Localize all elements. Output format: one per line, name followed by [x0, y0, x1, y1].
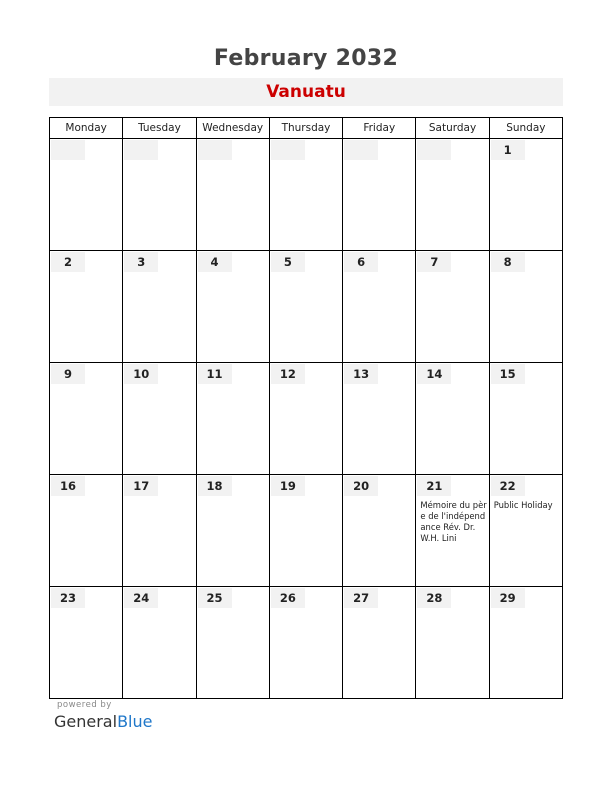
day-number: 15: [491, 364, 525, 384]
day-cell: [416, 475, 489, 587]
week-row: [50, 251, 563, 363]
day-cell: [50, 363, 123, 475]
day-cell: [416, 587, 489, 699]
day-cell: [489, 475, 562, 587]
day-number: 3: [124, 252, 158, 272]
weekday-saturday: Saturday: [416, 118, 489, 139]
day-number: 1: [491, 140, 525, 160]
powered-by-text: powered by: [57, 700, 112, 710]
day-cell: [196, 587, 269, 699]
weekday-wednesday: Wednesday: [196, 118, 269, 139]
day-cell: [123, 587, 196, 699]
day-number: 16: [51, 476, 85, 496]
day-cell: [123, 139, 196, 251]
day-number: 13: [344, 364, 378, 384]
day-number: 7: [417, 252, 451, 272]
weekday-sunday: Sunday: [489, 118, 562, 139]
day-cell: [196, 363, 269, 475]
week-row: [50, 475, 563, 587]
day-cell: [196, 475, 269, 587]
day-cell: [489, 251, 562, 363]
day-number: 17: [124, 476, 158, 496]
weekday-monday: Monday: [50, 118, 123, 139]
day-number: 4: [198, 252, 232, 272]
day-cell: [416, 251, 489, 363]
day-number: 25: [198, 588, 232, 608]
day-number: 24: [124, 588, 158, 608]
day-number: 20: [344, 476, 378, 496]
day-number: 18: [198, 476, 232, 496]
day-cell: [343, 139, 416, 251]
day-cell: [50, 475, 123, 587]
day-cell: [123, 363, 196, 475]
weekday-tuesday: Tuesday: [123, 118, 196, 139]
day-number: 26: [271, 588, 305, 608]
day-number: 12: [271, 364, 305, 384]
day-cell: [123, 475, 196, 587]
day-cell: [489, 587, 562, 699]
day-cell: [123, 251, 196, 363]
day-number: [417, 140, 451, 160]
day-cell: [50, 139, 123, 251]
holiday-label: Public Holiday: [493, 500, 553, 510]
day-number: [51, 140, 85, 160]
holiday-label: Mémoire du père de l'indépendance Rév. Dr. W.H. Lini: [420, 500, 487, 543]
day-number: 29: [491, 588, 525, 608]
day-number: [271, 140, 305, 160]
day-number: 10: [124, 364, 158, 384]
day-cell: [269, 251, 342, 363]
day-number: 23: [51, 588, 85, 608]
day-number: 2: [51, 252, 85, 272]
day-cell: [196, 139, 269, 251]
day-cell: [343, 475, 416, 587]
week-row: [50, 139, 563, 251]
weekday-header-row: [50, 118, 563, 139]
weekday-friday: Friday: [343, 118, 416, 139]
brand-blue: Blue: [117, 712, 153, 731]
day-cell: [269, 363, 342, 475]
day-number: 28: [417, 588, 451, 608]
day-cell: [489, 139, 562, 251]
brand-general: General: [54, 712, 118, 731]
day-number: 5: [271, 252, 305, 272]
day-cell: [50, 251, 123, 363]
day-number: 27: [344, 588, 378, 608]
day-cell: [489, 363, 562, 475]
day-cell: [416, 139, 489, 251]
day-number: 14: [417, 364, 451, 384]
day-number: 6: [344, 252, 378, 272]
country-banner: [49, 78, 563, 106]
day-cell: [343, 251, 416, 363]
day-number: 19: [271, 476, 305, 496]
week-row: [50, 363, 563, 475]
day-number: 9: [51, 364, 85, 384]
calendar-grid: [49, 117, 563, 699]
page-title: February 2032: [213, 46, 399, 71]
day-number: 21: [417, 476, 451, 496]
day-number: 8: [491, 252, 525, 272]
generalblue-logo: [54, 712, 152, 731]
day-cell: [269, 475, 342, 587]
weekday-thursday: Thursday: [269, 118, 342, 139]
country-name: Vanuatu: [266, 82, 346, 102]
day-number: [344, 140, 378, 160]
day-cell: [50, 587, 123, 699]
day-number: [198, 140, 232, 160]
day-cell: [269, 587, 342, 699]
day-number: 11: [198, 364, 232, 384]
week-row: [50, 587, 563, 699]
day-number: 22: [491, 476, 525, 496]
day-cell: [269, 139, 342, 251]
day-cell: [196, 251, 269, 363]
day-number: [124, 140, 158, 160]
day-cell: [343, 363, 416, 475]
day-cell: [343, 587, 416, 699]
day-cell: [416, 363, 489, 475]
